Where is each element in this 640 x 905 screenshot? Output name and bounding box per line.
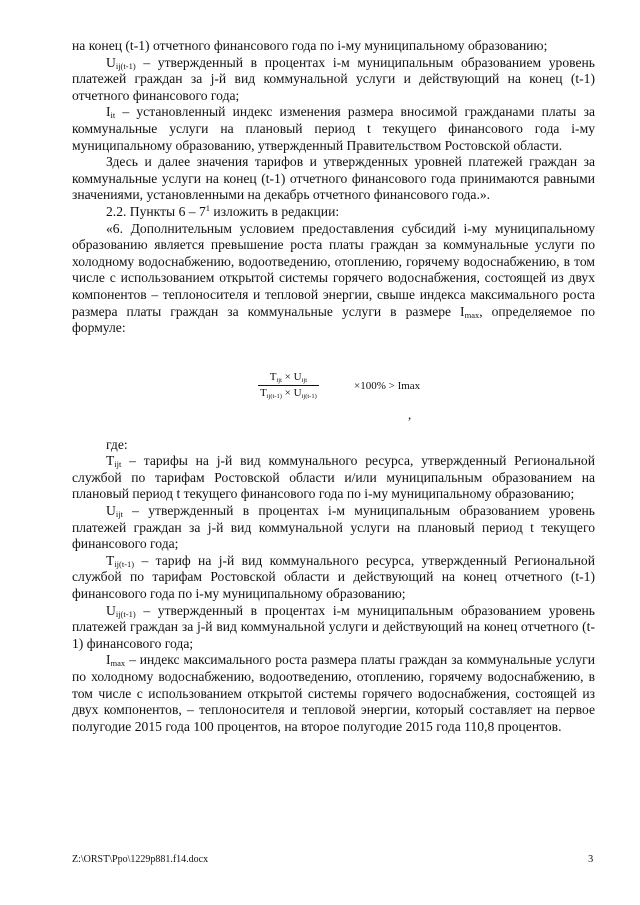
symbol: U: [106, 54, 116, 70]
paragraph-text: – утвержденный в процентах i-м муниципальным образованием уровень платежей граждан за j-й вид коммунальной услуги на плановый период t текущего финансового года;: [72, 503, 595, 552]
paragraph-text: – установленный индекс изменения размера вносимой гражданами платы за коммунальные услуги на плановый период t текущего финансового года i-му муниципальному образованию, утвержденный Правительством Ростовской области.: [72, 104, 595, 153]
symbol: I: [106, 652, 111, 668]
paragraph-u-prev: [72, 55, 595, 105]
paragraph-continuation: [72, 38, 595, 55]
formula-fraction: [258, 371, 319, 400]
definition-u-prev: [72, 603, 595, 653]
paragraph-text: – утвержденный в процентах i-м муниципальным образованием уровень платежей граждан за j-й вид коммунальной услуги и действующий на конец отчетного (t-1) финансового года;: [72, 602, 595, 651]
formula-numerator: Tijt × Uijt: [258, 371, 319, 386]
formula-comma: ,: [408, 406, 412, 422]
symbol-subscript: ijt: [115, 509, 123, 520]
paragraph-note: [72, 154, 595, 204]
definition-t-ijt: [72, 453, 595, 503]
symbol: I: [106, 104, 111, 120]
footer-page-number: 3: [588, 854, 594, 865]
paragraph-text: изложить в редакции:: [210, 203, 340, 219]
formula-denominator: Tij(t-1) × Uij(t-1): [260, 386, 317, 400]
symbol-subscript: ij(t-1): [115, 60, 136, 71]
paragraph-text: Здесь и далее значения тарифов и утвержденных уровней платежей граждан за коммунальные услуги на конец (t-1) отчетного финансового года принимаются равными значениями, установленными на декабрь отчетного финансового года.».: [72, 154, 595, 203]
paragraph-index-i: [72, 104, 595, 154]
symbol-subscript: it: [110, 110, 116, 121]
symbol-subscript: ij(t-1): [114, 558, 135, 569]
paragraph-amendment: [72, 204, 595, 221]
paragraph-text: – индекс максимального роста размера платы граждан за коммунальные услуги по холодному водоснабжению, водоотведению, отоплению, горячему водоснабжению, в том числе с использованием открытой системы горячего водоснабжения, состоящей из двух компонентов, – теплоносителя и тепловой энергии, который составляет на первое полугодие 2015 года 100 процентов, на второе полугодие 2015 года 110,8 процентов.: [72, 652, 595, 734]
document-body: [72, 38, 595, 735]
symbol-subscript: max: [464, 309, 480, 320]
paragraph-text: – утвержденный в процентах i-м муниципальным образованием уровень платежей граждан за j-й вид коммунальной услуги и действующий на конец (t-1) отчетного финансового года;: [72, 54, 595, 103]
symbol-subscript: max: [110, 658, 126, 669]
formula: [72, 349, 595, 431]
superscript: 1: [205, 202, 211, 213]
formula-tail: ×100% > Imax: [354, 379, 421, 392]
paragraph-text: – тарифы на j-й вид коммунального ресурса, утвержденный Региональной службой по тарифам Ростовской области и/или муниципальным образованием на плановый период t текущего финансового года по i-му муниципальному образованию;: [72, 453, 595, 502]
symbol: T: [106, 552, 115, 568]
paragraph-text: , определяемое по формуле:: [72, 303, 595, 336]
symbol-subscript: ij(t-1): [115, 608, 136, 619]
paragraph-point-6: [72, 221, 595, 337]
symbol: U: [106, 602, 116, 618]
symbol: U: [106, 503, 116, 519]
footer-file-path: Z:\ORST\Ppo\1229p881.f14.docx: [72, 854, 209, 865]
where-label: [72, 437, 595, 454]
paragraph-text: 2.2. Пункты 6 – 7: [106, 203, 206, 219]
paragraph-text: на конец (t-1) отчетного финансового года по i-му муниципальному образованию;: [72, 38, 548, 53]
paragraph-text: где:: [106, 436, 128, 452]
symbol: T: [106, 453, 115, 469]
symbol-subscript: ijt: [114, 459, 122, 470]
definition-u-ijt: [72, 503, 595, 553]
paragraph-text: «6. Дополнительным условием предоставления субсидий i-му муниципальному образованию является превышение роста платы граждан за коммунальные услуги по холодному водоснабжению, водоотведению, отоплению, горячему водоснабжению, в том числе с использованием открытой системы горячего водоснабжения, состоящей из двух компонентов – теплоносителя и тепловой энергии, свыше индекса максимального роста размера платы граждан за коммунальные услуги в размере I: [72, 220, 595, 319]
paragraph-text: – тариф на j-й вид коммунального ресурса, утвержденный Региональной службой по тарифам Ростовской области и действующий на конец отчетного (t-1) финансового года по i-му муниципальному образованию;: [72, 552, 595, 602]
definition-t-prev: [72, 553, 595, 603]
definition-imax: [72, 652, 595, 735]
